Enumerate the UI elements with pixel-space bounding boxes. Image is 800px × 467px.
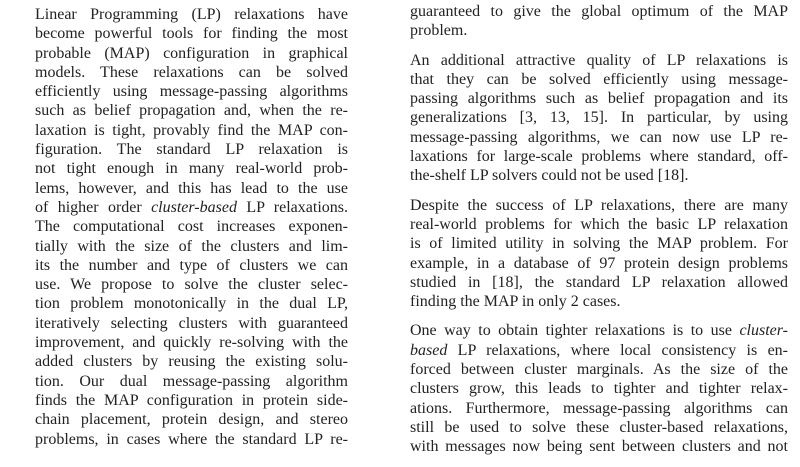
text-line: lems, however, and this has lead to the use: [35, 179, 348, 197]
text-line: its the number and type of clusters we can: [35, 256, 348, 274]
text-line: clusters grow, this leads to tighter and tighter relax-: [410, 380, 788, 398]
text-line: [35, 198, 348, 217]
text-line: laxations for large-scale problems where standard, off-: [410, 148, 788, 166]
text-line: models. These relaxations can be solved: [35, 63, 348, 81]
text-line: studied in [18], the standard LP relaxation allowed: [410, 273, 788, 291]
emphasized-text: cluster-based: [151, 198, 237, 216]
text-line: probable (MAP) configuration in graphical: [35, 44, 348, 62]
text-line: figuration. The standard LP relaxation is: [35, 141, 348, 159]
text-line: improvement, and quickly re-solving with the: [35, 334, 348, 352]
text-run: LP relaxations, where local consistency is en-: [447, 341, 788, 359]
text-line: is of limited utility in solving the MAP problem. For: [410, 235, 788, 253]
introduction-column: [410, 2, 788, 467]
text-line: efficiently using message-passing algorithms: [35, 83, 348, 101]
text-line: Linear Programming (LP) relaxations have: [35, 6, 348, 23]
text-line: with messages now being sent between clusters and not: [410, 438, 788, 456]
text-line: problem.: [410, 22, 468, 40]
text-run: One way to obtain tighter relaxations is to use: [410, 322, 740, 340]
paragraph: [35, 5, 348, 449]
text-line: example, in a database of 97 protein design problems: [410, 254, 788, 272]
text-line: finds the MAP configuration in protein side-: [35, 391, 348, 409]
paragraph: [410, 2, 788, 41]
text-line: finding the MAP in only 2 cases.: [410, 293, 621, 311]
text-line: use. We propose to solve the cluster selec-: [35, 276, 348, 294]
text-line: Despite the success of LP relaxations, there are many: [410, 196, 788, 214]
text-line: [410, 321, 788, 340]
text-line: generalizations [3, 13, 15]. In particular, by using: [410, 109, 788, 127]
text-line: that they can be solved efficiently using message-: [410, 70, 788, 88]
text-line: passing algorithms such as belief propagation and its: [410, 90, 788, 108]
text-line: [410, 341, 788, 360]
text-run: of higher order: [35, 198, 152, 216]
text-line: problems, in cases where the standard LP re-: [35, 430, 348, 448]
text-run: LP relaxations.: [236, 198, 348, 216]
text-line: forced between cluster marginals. As the size of the: [410, 361, 788, 379]
text-line: tion. Our dual message-passing algorithm: [35, 372, 348, 390]
text-line: not tight enough in many real-world prob-: [35, 160, 348, 178]
text-line: message-passing algorithms, we can now use LP re-: [410, 128, 788, 146]
text-line: chain placement, protein design, and stereo: [35, 411, 348, 429]
paragraph: [410, 321, 788, 456]
text-line: iteratively selecting clusters with guaranteed: [35, 314, 348, 332]
text-line: An additional attractive quality of LP relaxations is: [410, 51, 788, 69]
emphasized-text: cluster-: [739, 322, 788, 340]
text-line: added clusters by reusing the existing solu-: [35, 353, 348, 371]
text-line: guaranteed to give the global optimum of the MAP: [410, 3, 788, 20]
text-line: tion problem monotonically in the dual LP,: [35, 295, 348, 313]
paragraph: [410, 51, 788, 186]
text-line: the-shelf LP solvers could not be used [18].: [410, 167, 689, 185]
text-line: tially with the size of the clusters and lim-: [35, 237, 348, 255]
text-line: ations. Furthermore, message-passing algorithms can: [410, 399, 788, 417]
text-line: real-world problems for which the basic LP relaxation: [410, 215, 788, 233]
abstract-column: [35, 5, 348, 459]
text-line: become powerful tools for finding the most: [35, 25, 348, 43]
emphasized-text: based: [410, 341, 448, 359]
text-line: still be used to solve these cluster-based relaxations,: [410, 418, 788, 436]
text-line: such as belief propagation and, when the re-: [35, 102, 348, 120]
text-line: laxation is tight, provably find the MAP con-: [35, 121, 348, 139]
text-line: The computational cost increases exponen-: [35, 218, 348, 236]
paragraph: [410, 196, 788, 312]
